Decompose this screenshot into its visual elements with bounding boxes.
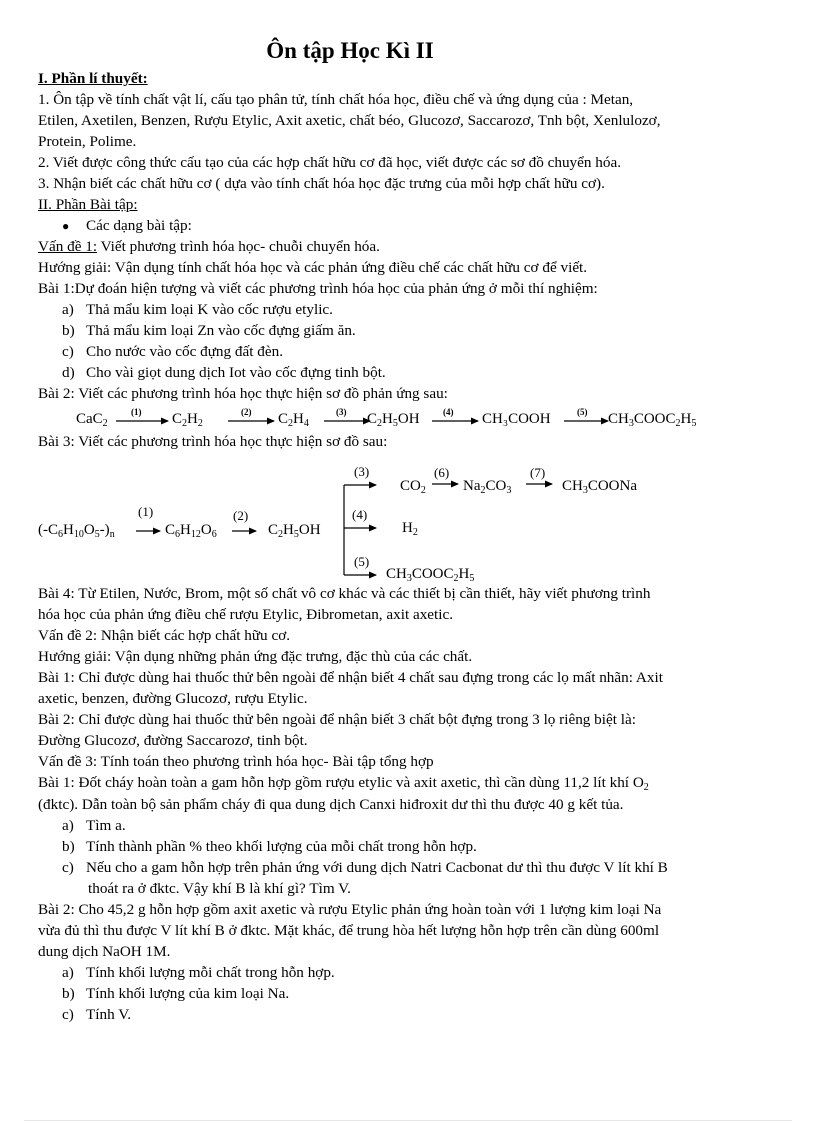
- item-text: Thả mẩu kim loại K vào cốc rượu etylic.: [86, 301, 333, 318]
- item-text: Tính thành phần % theo khối lượng của mỗi chất trong hỗn hợp.: [86, 838, 477, 855]
- scheme2-co2: $CO_2$: [400, 478, 426, 496]
- v1-bai1-question: Bài 1:Dự đoán hiện tượng và viết các phương trình hóa học của phản ứng ở mỗi thí nghiệm:: [38, 280, 598, 297]
- part1-line-1: 1. Ôn tập về tính chất vật lí, cấu tạo phân tử, tính chất hóa học, điều chế và ứng dụng của : Metan,: [38, 91, 634, 108]
- bullet-text: Các dạng bài tập:: [86, 217, 192, 234]
- scheme2-step-1: (1): [138, 504, 154, 519]
- v1-bai4-line-1: Bài 4: Từ Etilen, Nước, Brom, một số chất vô cơ khác và các thiết bị cần thiết, hãy viết phương trình: [38, 585, 651, 602]
- item-text: Tìm a.: [86, 817, 126, 834]
- item-label: a): [62, 817, 74, 834]
- scheme2-step-2: (2): [233, 508, 249, 523]
- scheme2-na2co3: $Na_2CO_3$: [463, 478, 512, 496]
- v3-bai1-item-c: [62, 858, 668, 878]
- v3-bai2-item-a: [62, 963, 335, 983]
- problem-1-guide: Hướng giải: Vận dụng tính chất hóa học và các phản ứng điều chế các chất hữu cơ để viết.: [38, 259, 588, 276]
- v3-bai2-line-1: Bài 2: Cho 45,2 g hỗn hợp gồm axit axetic và rượu Etylic phản ứng hoàn toàn với 1 lượng kim loại Na: [38, 901, 662, 918]
- item-label: b): [62, 985, 75, 1002]
- chain1-step-2: (2): [241, 407, 252, 417]
- v3-bai2-line-2: vừa đủ thì thu được V lít khí B ở đktc. Mặt khác, để trung hòa hết lượng hỗn hợp trên cần dùng 600ml: [38, 922, 660, 939]
- scheme2-step-3: (3): [354, 464, 370, 479]
- chain1-step-5: (5): [577, 407, 588, 417]
- chain1-step-1: (1): [131, 407, 142, 417]
- scheme2-ethanol: $C_2H_5OH$: [268, 522, 321, 540]
- item-text: Nếu cho a gam hỗn hợp trên phản ứng với dung dịch Natri Cacbonat dư thì thu được V lít khí B: [86, 859, 668, 876]
- v2-bai2-line-2: Đường Glucozơ, đường Saccarozơ, tinh bột.: [38, 732, 308, 749]
- item-label: a): [62, 301, 74, 318]
- chain1-c2h2: $C_2H_2$: [172, 411, 203, 429]
- item-text: Tính V.: [86, 1006, 132, 1023]
- v2-bai1-line-1: Bài 1: Chỉ được dùng hai thuốc thử bên ngoài để nhận biết 4 chất sau đựng trong các lọ mất nhãn: Axit: [38, 669, 663, 686]
- page-bottom-rule: [24, 1120, 792, 1121]
- item-label: c): [62, 1006, 74, 1023]
- part1-heading: I. Phần lí thuyết:: [38, 70, 148, 87]
- item-label: b): [62, 322, 75, 339]
- chain1-step-4: (4): [443, 407, 454, 417]
- problem-2-title: Vấn đề 2: Nhận biết các hợp chất hữu cơ.: [38, 627, 291, 644]
- scheme2-sodium-acetate: $CH_3COONa$: [562, 478, 638, 496]
- item-label: b): [62, 838, 75, 855]
- chain1-cac2: CaC$_2$: [76, 411, 108, 429]
- v3-bai1-item-b: [62, 837, 477, 857]
- v3-bai1-line-2: (đktc). Dẫn toàn bộ sản phẩm cháy đi qua dung dịch Canxi hiđroxit dư thì thu được 40 g kết tủa.: [38, 796, 624, 813]
- v3-bai2-item-b: [62, 984, 289, 1004]
- item-text: Tính khối lượng mỗi chất trong hỗn hợp.: [86, 964, 335, 981]
- scheme2-step-4: (4): [352, 507, 368, 522]
- item-text: Cho vài giọt dung dịch Iot vào cốc đựng tinh bột.: [86, 364, 386, 381]
- bullet-dot-icon: ●: [62, 219, 70, 233]
- problem-1-label: Vấn đề 1:: [38, 238, 98, 255]
- item-label: c): [62, 343, 74, 360]
- item-label: c): [62, 859, 74, 876]
- v3-bai2-line-3: dung dịch NaOH 1M.: [38, 943, 171, 960]
- v3-bai1-line-1: Bài 1: Đốt cháy hoàn toàn a gam hỗn hợp gồm rượu etylic và axit axetic, thì cần dùng 11,2 lít khí $O_2$: [38, 774, 649, 793]
- chain1-ch3cooh: CH₃COOH: [482, 411, 551, 427]
- scheme2-ester: $CH_3COOC_2H_5$: [386, 566, 475, 584]
- scheme2-step-7: (7): [530, 465, 546, 480]
- part2-heading: II. Phần Bài tập:: [38, 196, 138, 213]
- item-text: Cho nước vào cốc đựng đất đèn.: [86, 343, 283, 360]
- chain1-c2h5oh: $C_2H_5OH$: [367, 411, 420, 429]
- page-title: Ôn tập Học Kì II: [266, 38, 434, 63]
- v3-bai1-item-a: [62, 816, 126, 836]
- chain1-step-3: (3): [336, 407, 347, 417]
- item-text: Tính khối lượng của kim loại Na.: [86, 985, 290, 1002]
- part1-line-3: Protein, Polime.: [38, 133, 137, 150]
- problem-2-guide: Hướng giải: Vận dụng những phản ứng đặc trưng, đặc thù của các chất.: [38, 648, 473, 665]
- problem-1-title: Viết phương trình hóa học- chuỗi chuyển hóa.: [97, 238, 380, 255]
- scheme2-step-5: (5): [354, 554, 370, 569]
- item-label: a): [62, 964, 74, 981]
- v3-bai1-item-c-cont: thoát ra ở đktc. Vậy khí B là khí gì? Tìm V.: [88, 880, 351, 897]
- v1-bai3-question: Bài 3: Viết các phương trình hóa học thực hiện sơ đồ sau:: [38, 433, 388, 450]
- v2-bai2-line-1: Bài 2: Chỉ được dùng hai thuốc thử bên ngoài để nhận biết 3 chất bột đựng trong 3 lọ riêng biệt là:: [38, 711, 636, 728]
- part1-line-2: Etilen, Axetilen, Benzen, Rượu Etylic, Axit axetic, chất béo, Glucozơ, Saccarozơ, Tnh bột, Xenlulozơ,: [38, 112, 661, 129]
- scheme2-glucose: $C_6H_{12}O_6$: [165, 522, 217, 540]
- problem-3-title: Vấn đề 3: Tính toán theo phương trình hóa học- Bài tập tổng hợp: [38, 753, 434, 770]
- chain1-ester: $CH_3COOC_2H_5$: [608, 411, 697, 429]
- part1-line-5: 3. Nhận biết các chất hữu cơ ( dựa vào tính chất hóa học đặc trưng của mỗi hợp chất hữu cơ).: [38, 175, 605, 192]
- part1-line-4: 2. Viết được công thức cấu tạo của các hợp chất hữu cơ đã học, viết được các sơ đồ chuyển hóa.: [38, 154, 621, 171]
- v1-bai4-line-2: hóa học của phản ứng điều chế rượu Etylic, Đibrometan, axit axetic.: [38, 606, 454, 623]
- v3-bai2-item-c: [62, 1005, 131, 1025]
- item-text: Thả mẩu kim loại Zn vào cốc đựng giấm ăn.: [86, 322, 356, 339]
- v1-bai2-question: Bài 2: Viết các phương trình hóa học thực hiện sơ đồ phản ứng sau:: [38, 385, 448, 402]
- v2-bai1-line-2: axetic, benzen, đường Glucozơ, rượu Etylic.: [38, 690, 308, 707]
- scheme2-starch: $(-C_6H_{10}O_5-)_n$: [38, 522, 115, 540]
- item-label: d): [62, 364, 75, 381]
- chain1-c2h4: $C_2H_4$: [278, 411, 309, 429]
- scheme2-step-6: (6): [434, 465, 450, 480]
- scheme2-h2: $H_2$: [402, 520, 418, 538]
